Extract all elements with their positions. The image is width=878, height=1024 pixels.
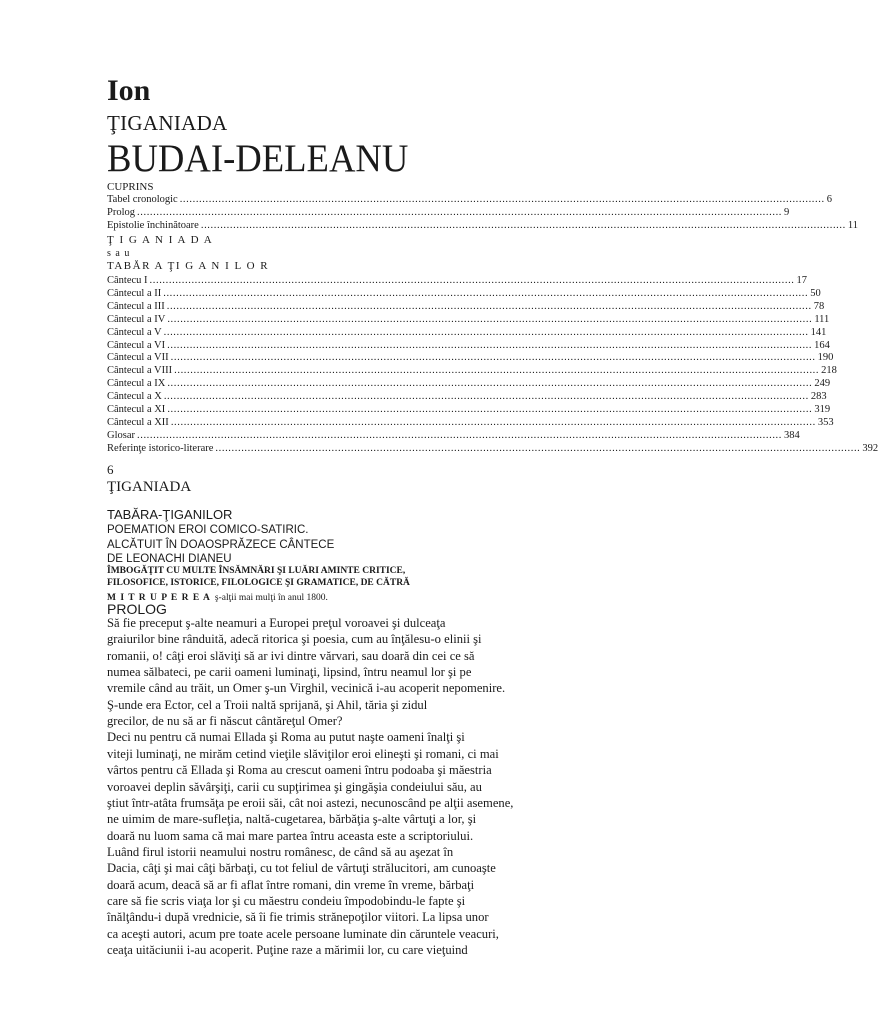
subtitle-line-2: POEMATION EROI COMICO-SATIRIC. bbox=[107, 524, 309, 536]
prolog-line: înălţându-i după vrednicie, să îi fie trimis strănepoţilor viitori. La lipsa unor bbox=[107, 910, 489, 925]
toc-entry bbox=[107, 403, 831, 416]
toc-entry-page: 141 bbox=[810, 326, 827, 338]
prolog-line: ştiut într-atâta frumsăţa pe eroii săi, cât noi astezi, necunoscând pe alţii asemene, bbox=[107, 795, 514, 810]
toc-entry bbox=[107, 416, 834, 429]
toc-entry-label: Cântecul a XII bbox=[107, 416, 169, 428]
toc-leader-dots: ........................................................................................................................................................................................................ bbox=[200, 220, 846, 232]
toc-sau: s a u bbox=[107, 248, 131, 259]
prolog-line: vremile când au trăit, un Omer ş-un Virghil, vecinică i-au acoperit nepomenire. bbox=[107, 681, 506, 696]
toc-title-spaced: Ţ I G A N I A D A bbox=[107, 234, 214, 246]
subtitle-line-1: TABĂRA-ŢIGANILOR bbox=[107, 507, 233, 522]
prolog-line: voroavei deplin săvârşiţi, carii cu supţirimea şi gingăşia condeiului său, au bbox=[107, 779, 482, 794]
prolog-line: doară nu luom sama că mai mare partea întru aceasta este a scriptoriului. bbox=[107, 828, 474, 843]
toc-entry-page: 17 bbox=[796, 275, 808, 286]
prolog-line: graiurilor bine rânduită, adecă ritorica şi poesia, cum au înţălesu-o elinii şi bbox=[107, 632, 482, 647]
toc-leader-dots: ........................................................................................................................................................................................................ bbox=[167, 339, 813, 351]
toc-entry-page: 11 bbox=[847, 220, 858, 232]
toc-entry-page: 218 bbox=[821, 365, 837, 377]
toc-entry bbox=[107, 193, 832, 206]
toc-entry-label: Referinţe istorico-literare bbox=[107, 442, 214, 454]
toc-entry bbox=[107, 377, 831, 390]
toc-entry-page: 319 bbox=[814, 404, 831, 415]
toc-entry-label: Cântecul a V bbox=[107, 326, 162, 338]
toc-entry-label: Epistolie închinătoare bbox=[107, 220, 199, 232]
toc-entry bbox=[107, 313, 830, 326]
toc-entry-page: 392 bbox=[862, 442, 878, 454]
page-number: 6 bbox=[107, 462, 114, 477]
toc-entry-label: Cântecul a XI bbox=[107, 404, 166, 415]
toc-entry-page: 50 bbox=[810, 287, 821, 299]
prolog-line: viteji luminaţi, ne mirăm cetind vieţile slăviţilor eroi elineşti şi romani, ci mai bbox=[107, 746, 499, 761]
toc-entry-label: Cântecul a VIII bbox=[107, 365, 173, 377]
toc-entry-label: Cântecul a X bbox=[107, 391, 162, 403]
toc-leader-dots: ........................................................................................................................................................................................................ bbox=[167, 313, 813, 325]
prolog-line: Deci nu pentru că numai Ellada şi Roma au putut naşte oameni înalţi şi bbox=[107, 730, 465, 745]
toc-entry-label: Tabel cronologic bbox=[107, 194, 178, 205]
toc-leader-dots: ........................................................................................................................................................................................................ bbox=[170, 416, 816, 428]
toc-entry-page: 9 bbox=[784, 207, 790, 219]
author-last-name: BUDAI-DELEANU bbox=[107, 137, 409, 180]
prolog-line: ne uimim de mare-sufleţia, naltă-cugetarea, bărbăţia ş-alte vârtuţi a lor, şi bbox=[107, 812, 477, 827]
subtitle-line-6: FILOSOFICE, ISTORICE, FILOLOGICE ŞI GRAMATICE, DE CĂTRĂ bbox=[107, 578, 410, 588]
prolog-line: ca aceşti autori, acum pre toate acele persoane luminate din căruntele veacuri, bbox=[107, 926, 499, 941]
prolog-line: romanii, o! câţi eroi slăviţi să ar ivi dintre vărvari, sau doară din cei ce să bbox=[107, 648, 475, 663]
toc-entry-page: 353 bbox=[817, 416, 834, 428]
subtitle-author-spaced: M I T R U P E R E A bbox=[107, 593, 211, 603]
toc-entry-page: 78 bbox=[813, 300, 825, 312]
toc-entry-page: 384 bbox=[784, 429, 800, 441]
toc-entry bbox=[107, 287, 821, 300]
prolog-line: grecilor, de nu să ar fi născut cântăreţul Omer? bbox=[107, 714, 343, 729]
prolog-line: Ş-unde era Ector, cel a Troii naltă sprijană, şi Ahil, tăria şi zidul bbox=[107, 697, 428, 712]
prolog-line: numea sălbateci, pe carii oameni luminaţi, lipsind, întru neamul lor şi pe bbox=[107, 665, 472, 680]
toc-entry-page: 249 bbox=[814, 378, 831, 390]
toc-leader-dots: ........................................................................................................................................................................................................ bbox=[167, 404, 813, 415]
subtitle-line-3: ALCĂTUIT ÎN DOAOSPRĂZECE CÂNTECE bbox=[107, 539, 335, 551]
toc-leader-dots: ........................................................................................................................................................................................................ bbox=[149, 275, 795, 286]
prolog-line: vârtos pentru că Ellada şi Roma au crescut oameni întru podoaba şi măestria bbox=[107, 763, 492, 778]
toc-entry-page: 283 bbox=[810, 391, 827, 403]
prolog-line: Dacia, câţi şi mai câţi bărbaţi, cu tot feliul de vârtuţi strălucitori, am cunoaşte bbox=[107, 861, 496, 876]
toc-leader-dots: ........................................................................................................................................................................................................ bbox=[163, 391, 809, 403]
toc-entry-page: 164 bbox=[814, 339, 830, 351]
prolog-line: Luând firul istorii neamului nostru românesc, de când să au aşezat în bbox=[107, 844, 454, 859]
toc-entry bbox=[107, 442, 878, 455]
toc-entry-page: 6 bbox=[826, 194, 832, 205]
subtitle-line-5: ÎMBOGĂŢIT CU MULTE ÎNSĂMNĂRI ŞI LUĂRI AMINTE CRITICE, bbox=[107, 566, 406, 576]
toc-entry-label: Cântecul a IX bbox=[107, 378, 166, 390]
toc-leader-dots: ........................................................................................................................................................................................................ bbox=[174, 365, 820, 377]
toc-leader-dots: ........................................................................................................................................................................................................ bbox=[163, 326, 809, 338]
toc-leader-dots: ........................................................................................................................................................................................................ bbox=[215, 442, 861, 454]
subtitle-year: ş-alţii mai mulţi în anul 1800. bbox=[214, 593, 328, 603]
toc-entry bbox=[107, 339, 830, 352]
toc-entry bbox=[107, 206, 790, 219]
toc-leader-dots: ........................................................................................................................................................................................................ bbox=[179, 194, 825, 205]
toc-leader-dots: ........................................................................................................................................................................................................ bbox=[167, 378, 813, 390]
prolog-heading: PROLOG bbox=[107, 601, 167, 617]
toc-entry-label: Prolog bbox=[107, 207, 136, 219]
toc-entry-label: Cântecul a IV bbox=[107, 313, 166, 325]
toc-leader-dots: ........................................................................................................................................................................................................ bbox=[137, 429, 782, 441]
toc-entry-label: Glosar bbox=[107, 429, 135, 441]
toc-entry-page: 190 bbox=[817, 352, 834, 364]
toc-entry-label: Cântecul a VII bbox=[107, 352, 169, 364]
toc-entry bbox=[107, 429, 800, 442]
author-first-name: Ion bbox=[107, 74, 151, 107]
toc-entry bbox=[107, 351, 834, 364]
toc-entry-label: Cântecul a II bbox=[107, 287, 162, 299]
prolog-line: care să fie scris viaţa lor şi cu măestru condeiu împodobindu-le fapte şi bbox=[107, 893, 466, 908]
toc-entry bbox=[107, 219, 858, 232]
toc-subtitle-spaced: TABĂR A ŢI G A N I L O R bbox=[107, 260, 270, 272]
toc-leader-dots: ........................................................................................................................................................................................................ bbox=[137, 207, 783, 219]
book-title: ŢIGANIADA bbox=[107, 111, 228, 135]
second-title: ŢIGANIADA bbox=[107, 479, 192, 495]
prolog-line: ceaţa uităciunii i-au acoperit. Puţine raze a mărimii lor, cu care vieţuind bbox=[107, 943, 468, 957]
prolog-line: doară acum, deacă să ar fi aflat între romani, din vreme în vreme, bărbaţi bbox=[107, 877, 475, 892]
toc-leader-dots: ........................................................................................................................................................................................................ bbox=[163, 287, 809, 299]
subtitle-line-4: DE LEONACHI DIANEU bbox=[107, 553, 232, 565]
toc-entry bbox=[107, 300, 825, 313]
toc-entry bbox=[107, 364, 837, 377]
toc-entry-page: 111 bbox=[814, 313, 830, 325]
toc-leader-dots: ........................................................................................................................................................................................................ bbox=[170, 352, 816, 364]
prolog-line: Să fie preceput ş-alte neamuri a Europei preţul voroavei şi dulceaţa bbox=[107, 616, 446, 630]
toc-entry bbox=[107, 326, 827, 339]
toc-entry-label: Cântecul a VI bbox=[107, 339, 166, 351]
toc-heading: CUPRINS bbox=[107, 181, 154, 193]
toc-entry-label: Cântecul a III bbox=[107, 300, 165, 312]
toc-entry bbox=[107, 390, 827, 403]
toc-leader-dots: ........................................................................................................................................................................................................ bbox=[166, 300, 812, 312]
toc-entry-label: Cântecu I bbox=[107, 275, 148, 286]
toc-entry bbox=[107, 274, 808, 287]
